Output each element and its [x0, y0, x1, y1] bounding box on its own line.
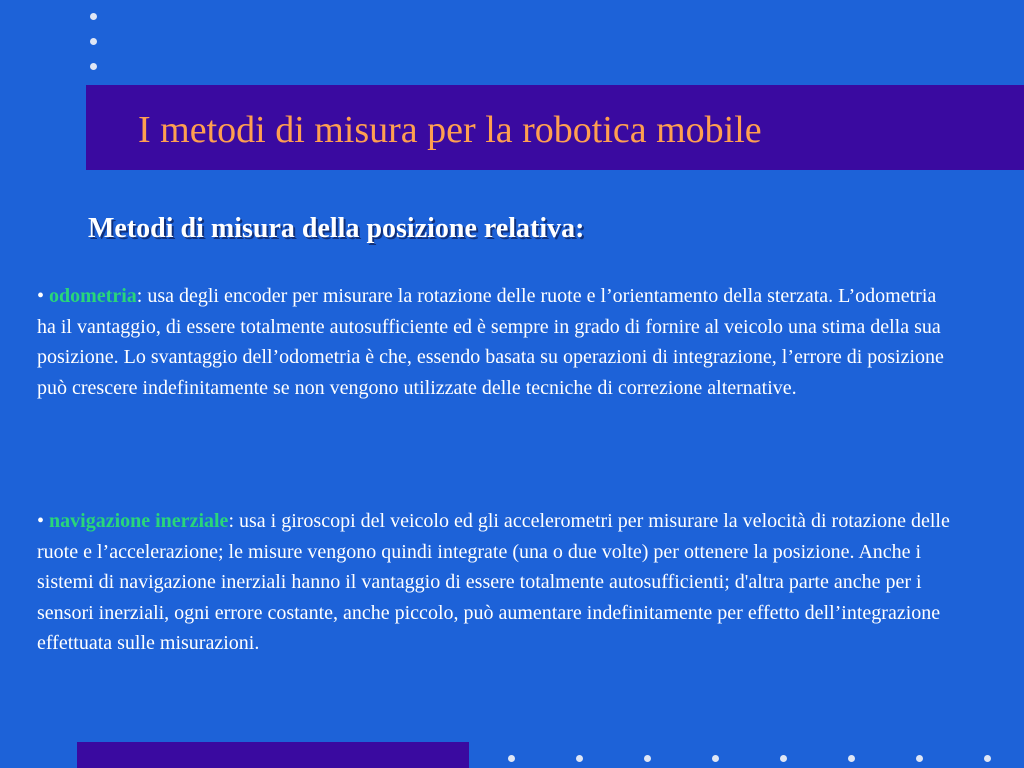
bullet-icon: •: [37, 510, 45, 532]
decorative-dot: [780, 755, 787, 762]
decorative-dot: [90, 63, 97, 70]
bullet-icon: •: [37, 285, 45, 307]
decorative-dot: [916, 755, 923, 762]
decorative-dot: [90, 13, 97, 20]
decorative-dot: [848, 755, 855, 762]
decorative-dot: [984, 755, 991, 762]
bullet-paragraph-navigazione-inerziale: [37, 506, 952, 659]
term-navigazione-inerziale: navigazione inerziale: [49, 510, 229, 532]
decorative-dot: [90, 38, 97, 45]
title-band: [86, 85, 1024, 170]
decorative-dot: [576, 755, 583, 762]
decorative-dot: [644, 755, 651, 762]
term-odometria: odometria: [49, 285, 137, 307]
paragraph-text: : usa i giroscopi del veicolo ed gli accelerometri per misurare la velocità di rotazione delle ruote e l’accelerazione; le misure vengono quindi integrate (una o due volte) per ottenere la posizione. Anche i sistemi di navigazione inerziali hanno il vantaggio di essere totalmente autosufficienti; d'altra parte anche per i sensori inerziali, ogni errore costante, anche piccolo, può aumentare indefinitamente per effetto dell’integrazione effettuata sulle misurazioni.: [37, 510, 950, 654]
decorative-dot: [508, 755, 515, 762]
slide-subtitle: Metodi di misura della posizione relativa:: [88, 213, 585, 244]
slide-title: I metodi di misura per la robotica mobile: [138, 109, 762, 151]
bullet-paragraph-odometria: [37, 281, 952, 403]
paragraph-text: : usa degli encoder per misurare la rotazione delle ruote e l’orientamento della sterzata. L’odometria ha il vantaggio, di essere totalmente autosufficiente ed è sempre in grado di fornire al veicolo una stima della sua posizione. Lo svantaggio dell’odometria è che, essendo basata su operazioni di integrazione, l’errore di posizione può crescere indefinitamente se non vengono utilizzate delle tecniche di correzione alternative.: [37, 285, 944, 399]
bottom-band: [77, 742, 469, 768]
decorative-dot: [712, 755, 719, 762]
